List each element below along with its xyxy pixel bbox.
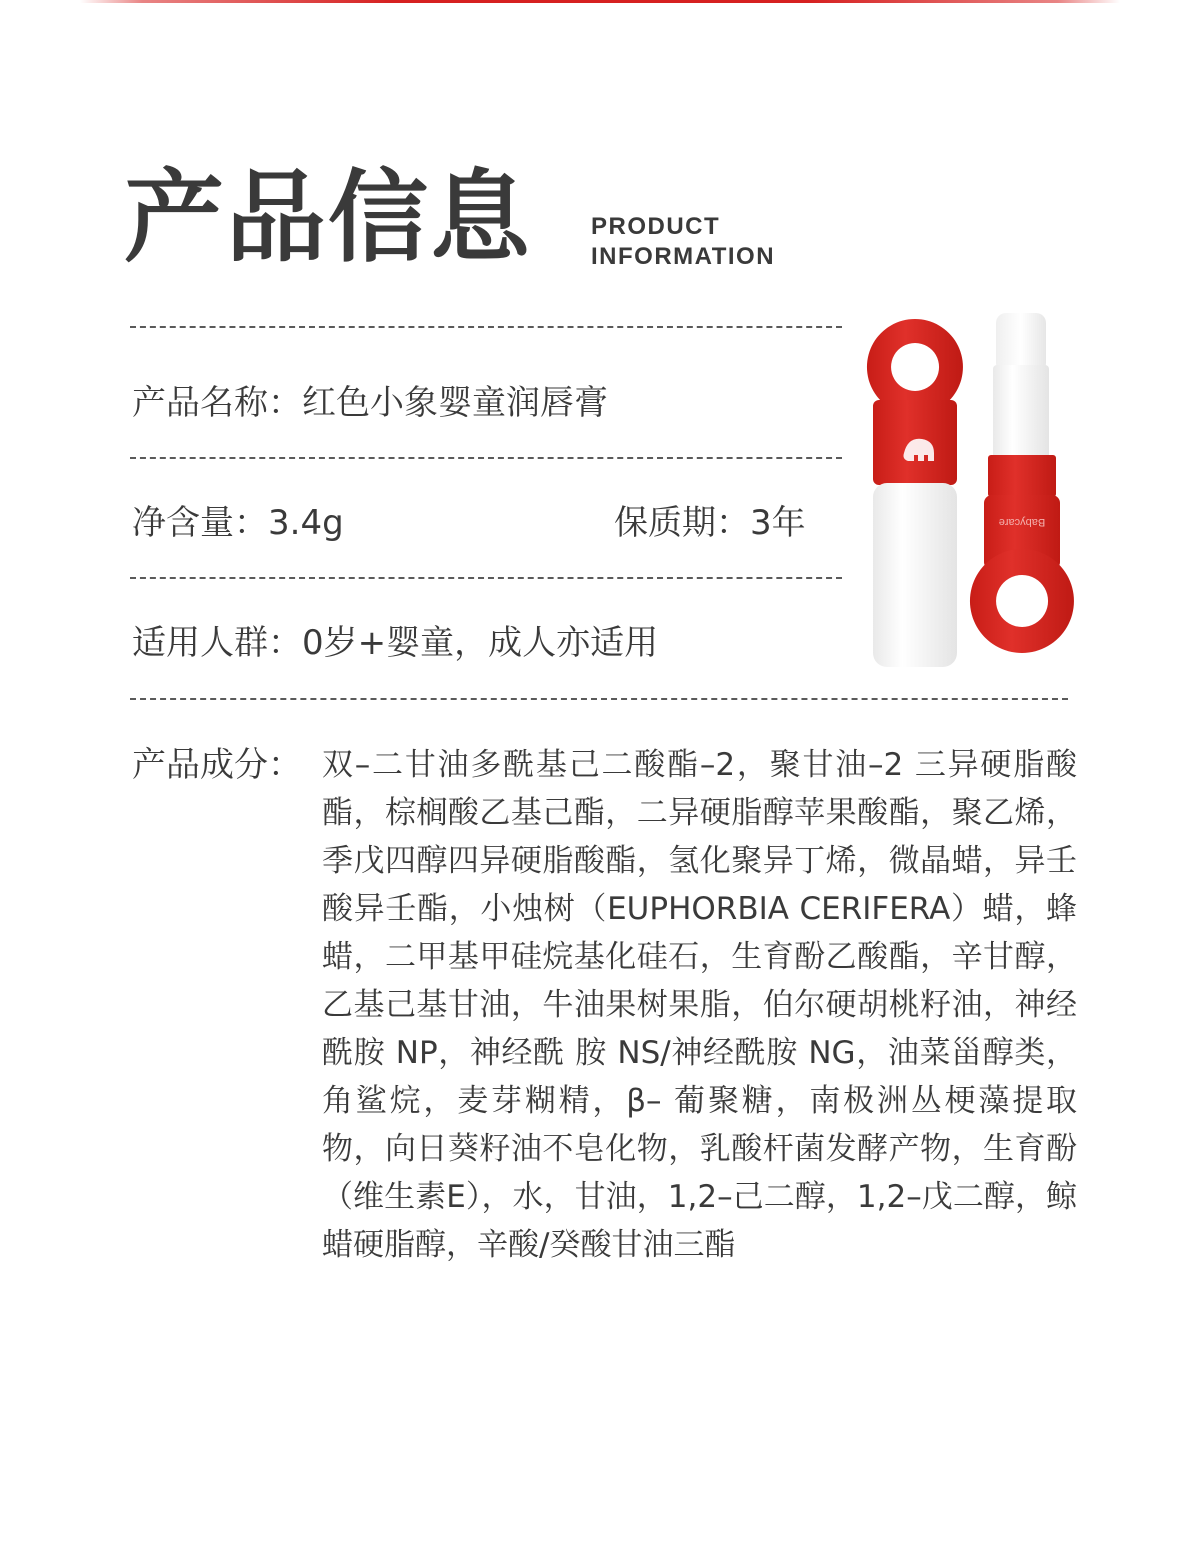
divider <box>130 577 842 579</box>
product-name-row <box>132 381 608 425</box>
net-content-row <box>132 501 344 545</box>
lip-balm-product-image <box>848 305 1098 675</box>
product-name-label: 产品名称： <box>132 383 302 423</box>
cap-ring-open <box>970 549 1074 653</box>
audience-label: 适用人群： <box>132 623 302 663</box>
ingredients-label: 产品成分： <box>132 745 302 785</box>
red-band <box>988 455 1056 497</box>
stick-body-open <box>993 365 1049 465</box>
page-title: 产品信息 <box>124 159 532 276</box>
audience-row <box>132 621 658 665</box>
stick-body-closed <box>873 483 957 667</box>
audience-value: 0岁+婴童，成人亦适用 <box>302 623 659 663</box>
ingredients-text: 双–二甘油多酰基己二酸酯–2，聚甘油–2 三异硬脂酸酯，棕榈酸乙基己酯，二异硬脂醇苹果酸酯，聚乙烯，季戊四醇四异硬脂酸酯，氢化聚异丁烯，微晶蜡，异壬酸异壬酯，小烛树（EUPHORBIA CERIFERA）蜡，蜂蜡，二甲基甲硅烷基化硅石，生育酚乙酸酯，辛甘醇，乙基己基甘油，牛油果树果脂，伯尔硬胡桃籽油，神经酰胺 NP，神经酰 胺 NS/神经酰胺 NG，油菜甾醇类，角鲨烷，麦芽糊精，β– 葡聚糖，南极洲丛梗藻提取物，向日葵籽油不皂化物，乳酸杆菌发酵产物，生育酚（维生素E），水，甘油，1,2–己二醇，1,2–戊二醇，鲸蜡硬脂醇，辛酸/癸酸甘油三酯 <box>322 747 1077 1263</box>
title-en-line-1: PRODUCT <box>591 213 721 240</box>
shelf-life-row <box>614 501 806 545</box>
divider <box>130 326 842 328</box>
shelf-life-value: 3年 <box>750 503 806 543</box>
balm-tip <box>996 313 1046 373</box>
product-name-value: 红色小象婴童润唇膏 <box>302 383 608 423</box>
open-lip-balm <box>970 313 1074 653</box>
divider <box>130 457 842 459</box>
page-title-english <box>591 212 775 272</box>
net-content-label: 净含量： <box>132 503 268 543</box>
divider <box>130 698 1068 700</box>
shelf-life-label: 保质期： <box>614 503 750 543</box>
top-accent-line <box>80 0 1120 3</box>
title-en-line-2: INFORMATION <box>591 243 776 270</box>
net-content-value: 3.4g <box>268 503 344 543</box>
brand-mark: Babycare <box>998 516 1046 528</box>
closed-lip-balm <box>867 319 963 667</box>
